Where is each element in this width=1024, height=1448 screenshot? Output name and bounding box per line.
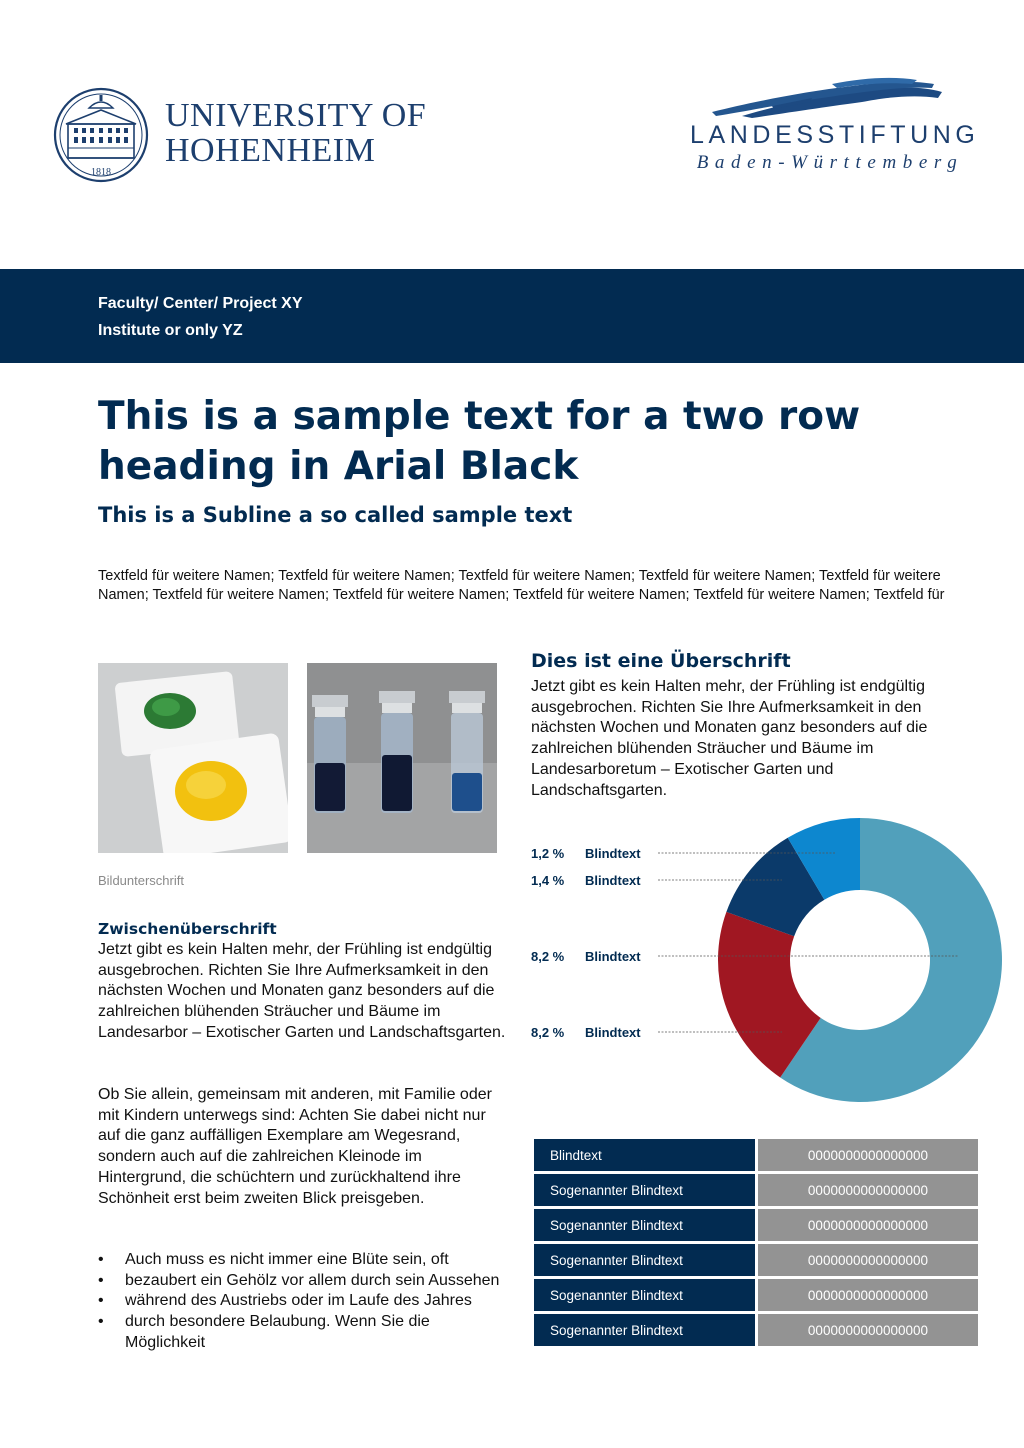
chart-label-text: Blindtext (585, 1025, 641, 1040)
table-cell-label: Sogenannter Blindtext (534, 1209, 755, 1241)
table-cell-value: 0000000000000000 (758, 1279, 978, 1311)
section-heading: Dies ist eine Überschrift (531, 650, 791, 672)
faculty-line: Faculty/ Center/ Project XY (98, 295, 303, 312)
intermediate-heading: Zwischenüberschrift (98, 920, 277, 938)
faculty-banner (0, 269, 1024, 363)
brush-stroke-logo (712, 76, 944, 120)
table-cell-label: Sogenannter Blindtext (534, 1244, 755, 1276)
foundation-name-line1: LANDESSTIFTUNG (690, 121, 980, 149)
table-cell-value: 0000000000000000 (758, 1139, 978, 1171)
table-cell-label: Blindtext (534, 1139, 755, 1171)
names-field: Textfeld für weitere Namen; Textfeld für weitere Namen; Textfeld für weitere Namen; Textfeld für weitere Namen; Textfeld für weitere Namen; Textfeld für weitere Namen; Textfeld für weitere Namen; Textfeld für weitere Namen; Textfeld für weitere Namen; Textfeld für (98, 568, 945, 603)
list-item-text: während des Austriebs oder im Laufe des Jahres (125, 1292, 472, 1310)
table-row (534, 1209, 978, 1241)
seal-year: 1818 (91, 167, 111, 178)
table-row (534, 1139, 978, 1171)
photo-vials (307, 663, 497, 853)
university-name-line2: HOHENHEIM (165, 132, 376, 169)
institute-line: Institute or only YZ (98, 322, 243, 339)
table-cell-label: Sogenannter Blindtext (534, 1314, 755, 1346)
table-cell-value: 0000000000000000 (758, 1314, 978, 1346)
bullet-icon: • (98, 1271, 104, 1289)
chart-label-percent: 8,2 % (531, 949, 565, 964)
list-item-text: bezaubert ein Gehölz vor allem durch sein Aussehen (125, 1271, 500, 1289)
list-item-text: Auch muss es nicht immer eine Blüte sein, oft (125, 1251, 449, 1268)
chart-label-text: Blindtext (585, 949, 641, 964)
chart-label-percent: 1,4 % (531, 873, 565, 888)
subline: This is a Subline a so called sample text (98, 503, 573, 527)
table-row (534, 1314, 978, 1346)
table-row (534, 1244, 978, 1276)
chart-label-text: Blindtext (585, 846, 641, 861)
chart-label-percent: 1,2 % (531, 846, 565, 861)
table-row (534, 1279, 978, 1311)
university-seal-logo (52, 86, 150, 184)
bullet-icon: • (98, 1292, 104, 1310)
left-paragraph-1: Jetzt gibt es kein Halten mehr, der Frühling ist endgültig ausgebrochen. Richten Sie Ihre Aufmerksamkeit in den nächsten Wochen und Monaten ganz besonders auf die zahlreichen blühenden Sträucher und Bäume im Landesarbor – Exotischer Garten und Landschaftsgarten. (98, 941, 506, 1041)
chart-label-percent: 8,2 % (531, 1025, 565, 1040)
university-name-line1: UNIVERSITY OF (165, 97, 427, 134)
table-cell-value: 0000000000000000 (758, 1209, 978, 1241)
table-cell-label: Sogenannter Blindtext (534, 1279, 755, 1311)
page-title: This is a sample text for a two row heading in Arial Black (98, 394, 861, 489)
right-paragraph: Jetzt gibt es kein Halten mehr, der Frühling ist endgültig ausgebrochen. Richten Sie Ihre Aufmerksamkeit in den nächsten Wochen und Monaten ganz besonders auf die zahlreichen blühenden Sträucher und Bäume im Landesarboretum – Exotischer Garten und Landschaftsgarten. (531, 678, 928, 799)
table-cell-value: 0000000000000000 (758, 1174, 978, 1206)
photo-powder-dishes (98, 663, 288, 853)
list-item-text: durch besondere Belaubung. Wenn Sie die Möglichkeit (125, 1313, 430, 1351)
bullet-list (98, 1250, 508, 1354)
list-item (98, 1291, 508, 1312)
data-table (531, 1136, 981, 1349)
list-item (98, 1312, 508, 1353)
table-cell-value: 0000000000000000 (758, 1244, 978, 1276)
bullet-icon: • (98, 1313, 104, 1331)
donut-chart (520, 810, 1014, 1110)
university-name (165, 98, 426, 168)
table-row (534, 1174, 978, 1206)
chart-label-text: Blindtext (585, 873, 641, 888)
table-cell-label: Sogenannter Blindtext (534, 1174, 755, 1206)
list-item (98, 1250, 508, 1271)
foundation-name-line2: Baden-Württemberg (696, 152, 964, 173)
left-paragraph-2: Ob Sie allein, gemeinsam mit anderen, mit Familie oder mit Kindern unterwegs sind: Achten Sie dabei nicht nur auf die ganz auffälligen Exemplare am Wegesrand, sondern auch auf die zahlreichen Kleinode im Hintergrund, die schüchtern und zurückhaltend ihre Schönheit erst beim zweiten Blick preisgeben. (98, 1086, 492, 1207)
image-caption: Bildunterschrift (98, 873, 184, 888)
foundation-name (690, 121, 980, 174)
bullet-icon: • (98, 1251, 104, 1268)
list-item (98, 1271, 508, 1292)
